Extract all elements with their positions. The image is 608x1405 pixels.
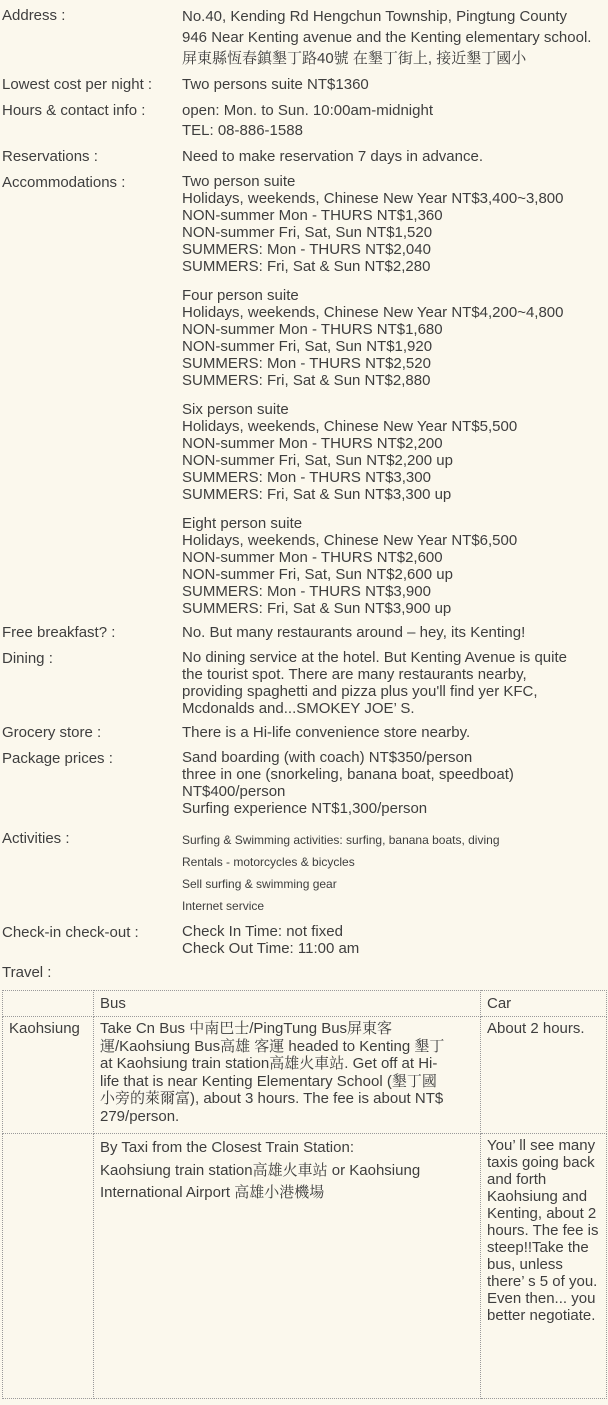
text-line: NON-summer Fri, Sat, Sun NT$1,520 [182,224,433,241]
field-dining [2,649,606,717]
text-line: Four person suite [182,287,299,304]
text-line: There is a Hi-life convenience store nearby. [182,724,471,741]
text-line: SUMMERS: Fri, Sat & Sun NT$2,280 [182,258,431,275]
text-line [182,389,606,401]
field-lowest-cost [2,75,606,95]
text-line: NON-summer Mon - THURS NT$1,680 [182,321,443,338]
field-label: Accommodations : [2,174,126,191]
field-label: Hours & contact info : [2,102,146,119]
field-value [182,75,606,95]
field-activities [2,829,606,917]
bus-cell [94,1017,481,1134]
field-grocery-store [2,723,606,743]
text-line: Check In Time: not fixed [182,923,343,940]
field-value [182,623,606,643]
field-value [182,723,606,743]
field-value [182,101,606,141]
text-line: 小旁的萊爾富), about 3 hours. The fee is about NT$ [100,1090,444,1107]
car-header-cell: Car [481,991,607,1017]
field-value [182,829,606,917]
text-line: Surfing experience NT$1,300/person [182,800,428,817]
text-line: 279/person. [100,1107,180,1125]
text-line: Surfing & Swimming activities: surfing, banana boats, diving [182,833,500,847]
travel-label: Travel : [2,964,52,981]
field-value [182,147,606,167]
text-line: at Kaohsiung train station高雄火車站. Get off at Hi- [100,1055,438,1072]
text-line: providing spaghetti and pizza plus you'll find yer KFC, [182,683,538,700]
text-line [182,275,606,287]
car-cell: About 2 hours. [481,1017,607,1134]
text-line: 運/Kaohsiung Bus高雄 客運 headed to Kenting 墾丁 [100,1037,445,1055]
bus-cell [94,1134,481,1399]
text-line: No dining service at the hotel. But Kenting Avenue is quite [182,649,567,666]
field-label: Lowest cost per night : [2,76,153,93]
travel-header-row [3,991,607,1017]
place-header-cell [3,991,94,1017]
text-line: TEL: 08-886-1588 [182,122,303,139]
text-line: the tourist spot. There are many restaurants nearby, [182,666,527,683]
text-line: SUMMERS: Mon - THURS NT$2,520 [182,355,431,372]
text-line: Need to make reservation 7 days in advance. [182,148,484,165]
text-line: Eight person suite [182,515,303,532]
text-line: Sell surfing & swimming gear [182,877,337,891]
text-line: NON-summer Fri, Sat, Sun NT$1,920 [182,338,433,355]
text-line: Two person suite [182,173,296,190]
place-cell: Kaohsiung [3,1017,94,1134]
text-line: SUMMERS: Mon - THURS NT$3,300 [182,469,431,486]
text-line: SUMMERS: Mon - THURS NT$3,900 [182,583,431,600]
travel-table [2,990,607,1399]
text-line: International Airport 高雄小港機場 [100,1184,325,1201]
text-line: Kaohsiung train station高雄火車站 or Kaohsiung [100,1161,421,1179]
field-label: Free breakfast? : [2,624,116,641]
text-line: No. But many restaurants around – hey, its Kenting! [182,624,526,641]
field-value [182,749,606,817]
text-line: open: Mon. to Sun. 10:00am-midnight [182,102,433,119]
field-checkin-checkout [2,923,606,957]
text-line: Rentals - motorcycles & bicycles [182,855,355,869]
text-line: Six person suite [182,401,289,418]
field-address [2,6,606,69]
field-value [182,6,606,69]
text-line: Holidays, weekends, Chinese New Year NT$5,500 [182,418,518,435]
field-label: Package prices : [2,750,113,767]
text-line: SUMMERS: Fri, Sat & Sun NT$2,880 [182,372,431,389]
text-line: NON-summer Mon - THURS NT$2,600 [182,549,443,566]
car-cell: You’ ll see many taxis going back and forth Kaohsiung and Kenting, about 2 hours. The fee is steep!!Take the bus, unless there’ s 5 of you. Even then... you better negotiate. [481,1134,607,1399]
travel-row-taxi [3,1134,607,1399]
text-line: NON-summer Mon - THURS NT$2,200 [182,435,443,452]
text-line: NON-summer Fri, Sat, Sun NT$2,600 up [182,566,453,583]
text-line: By Taxi from the Closest Train Station: [100,1139,354,1156]
text-line: No.40, Kending Rd Hengchun Township, Pingtung County [182,8,567,25]
text-line: life that is near Kenting Elementary School (墾丁國 [100,1072,437,1090]
bus-header-cell: Bus [94,991,481,1017]
field-label: Check-in check-out : [2,924,139,941]
field-package-prices [2,749,606,817]
field-value [182,173,606,617]
text-line: Holidays, weekends, Chinese New Year NT$4,200~4,800 [182,304,564,321]
text-line: Holidays, weekends, Chinese New Year NT$3,400~3,800 [182,190,564,207]
text-line: Mcdonalds and...SMOKEY JOE’ S. [182,700,415,717]
field-label: Reservations : [2,148,98,165]
travel-row-kaohsiung-bus [3,1017,607,1134]
text-line: NT$400/person [182,783,286,800]
text-line: Two persons suite NT$1360 [182,76,369,93]
field-label: Address : [2,7,66,24]
field-label: Activities : [2,830,70,847]
field-value [182,649,606,717]
place-cell [3,1134,94,1399]
field-reservations [2,147,606,167]
text-line [182,503,606,515]
field-label: Grocery store : [2,724,102,741]
field-free-breakfast [2,623,606,643]
text-line: 946 Near Kenting avenue and the Kenting elementary school. [182,29,592,46]
text-line: Holidays, weekends, Chinese New Year NT$6,500 [182,532,518,549]
text-line: SUMMERS: Mon - THURS NT$2,040 [182,241,431,258]
text-line: Take Cn Bus 中南巴士/PingTung Bus屏東客 [100,1020,393,1037]
field-accommodations [2,173,606,617]
text-line: NON-summer Fri, Sat, Sun NT$2,200 up [182,452,453,469]
travel-section [2,963,606,1399]
text-line: Internet service [182,899,265,913]
text-line: NON-summer Mon - THURS NT$1,360 [182,207,443,224]
field-hours-contact [2,101,606,141]
field-value [182,923,606,957]
text-line: Sand boarding (with coach) NT$350/person [182,749,473,766]
text-line: SUMMERS: Fri, Sat & Sun NT$3,900 up [182,600,452,617]
field-label: Dining : [2,650,53,667]
text-line: three in one (snorkeling, banana boat, speedboat) [182,766,514,783]
text-line: 屏東縣恆春鎮墾丁路40號 在墾丁街上, 接近墾丁國小 [182,50,527,67]
text-line: SUMMERS: Fri, Sat & Sun NT$3,300 up [182,486,452,503]
text-line: Check Out Time: 11:00 am [182,940,360,957]
